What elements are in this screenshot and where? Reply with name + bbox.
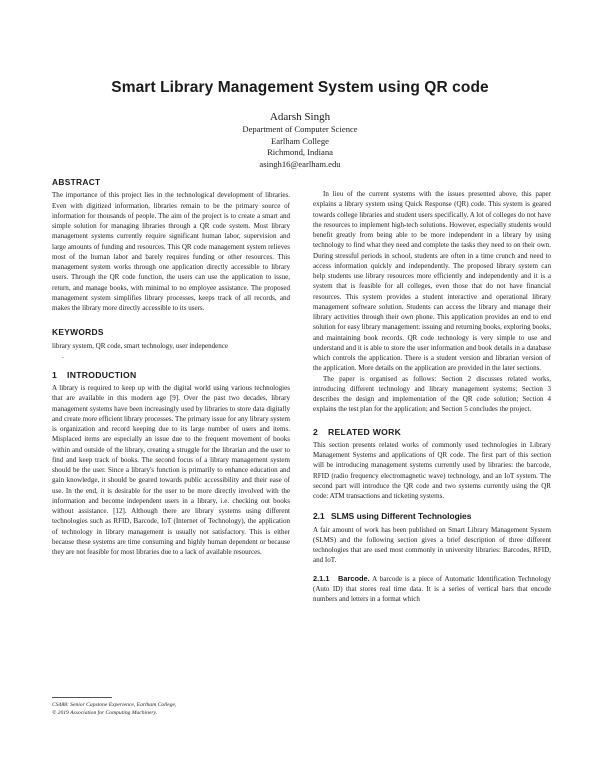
footnote	[52, 702, 290, 717]
abstract-text: The importance of this project lies in the technological development of libraries. Even with digitized information, libraries remain to be the primary source of information for thousands of people. The aim of the project is to create a smart and simple solution for managing libraries through a QR code system. Most library management systems currently require significant human labor, supervision and large amounts of funding and resources. This QR code management system relieves most of the human labor and barely requires funding or other resources. This management system works through one application directly accessible to library users. Through the QR code function, the users can use the application to issue, return, and manage books, with minimal to no employee assistance. The proposed management system simplifies library processes, keeps track of all records, and makes the library more directly accessible to its users.	[52, 191, 290, 312]
left-column	[52, 177, 290, 557]
abstract-heading: ABSTRACT	[52, 177, 101, 187]
keywords-trailing-dot: .	[62, 351, 64, 360]
slms-text: A fair amount of work has been published on Smart Library Management System (SLMS) and the following section gives a brief description of three different technologies that are used most commonly in university libraries: Barcodes, RFID, and IoT.	[313, 525, 551, 565]
keywords-heading: KEYWORDS	[52, 327, 104, 338]
section-number: 1	[52, 369, 58, 380]
section-title: RELATED WORK	[328, 426, 402, 437]
section-heading-related-work	[313, 427, 551, 437]
author-location: Richmond, Indiana	[267, 147, 333, 157]
section-title: INTRODUCTION	[67, 369, 137, 380]
footnote-line-2: © 2019 Association for Computing Machinery.	[52, 709, 158, 716]
keywords-text: library system, QR code, smart technology, user independence	[52, 341, 229, 350]
author-department: Department of Computer Science	[242, 124, 358, 134]
section-number: 2	[313, 426, 319, 437]
introduction-text: A library is required to keep up with the digital world using various technologies that are available in this modern age [9]. Over the past two decades, library management systems have been increasingly used by libraries to store data digitally and create more efficient library processes. The primary issue for any library system is organization and record keeping due to its large number of users and items. Misplaced items are especially an issue due to the frequent movement of books within and outside of the library, creating a struggle for the librarian and the user to find and keep track of books. The second focus of a library management system should be the user. Since a library's function is primarily to enhance education and gain knowledge, it should be geared towards public accessibility and their ease of use. In the end, it is desirable for the user to be more directly involved with the information and become independent users in a library, i.e. checking out books without assistance. [12]. Although there are library systems using different technologies such as RFID, Barcode, IoT (Internet of Technology), the application of technology in library management is usually not satisfactory. This is either because these systems are time consuming and highly human dependent or because they are not feasible for most libraries due to a lack of available resources.	[52, 384, 290, 556]
barcode-paragraph	[313, 574, 551, 605]
author-institution: Earlham College	[271, 135, 329, 146]
right-column	[313, 189, 551, 604]
right-paragraph-2: The paper is organised as follows: Section 2 discusses related works, introducing different technology and library management systems; Section 3 describes the design and implementation of the QR code solution; Section 4 explains the test plan for the application; and Section 5 concludes the project.	[313, 374, 551, 414]
subsection-heading-slms	[313, 511, 551, 521]
author-email: asingh16@earlham.edu	[259, 158, 341, 169]
section-heading-introduction	[52, 370, 290, 380]
subsection-number: 2.1	[313, 511, 325, 522]
subsection-title: SLMS using Different Technologies	[331, 511, 472, 522]
related-work-text: This section presents related works of commonly used technologies in Library Management Systems and applications of QR code. The first part of this section will be introducing management systems currently used by libraries: the barcode, RFID (radio frequency electromagnetic wave) technology, and an IoT system. The second part will introduce the QR code and two systems currently using the QR code: ATM transactions and ticketing systems.	[313, 440, 551, 500]
author-block	[0, 110, 600, 170]
subsubsection-title: Barcode.	[338, 573, 370, 583]
subsubsection-number: 2.1.1	[313, 573, 330, 583]
right-paragraph-1: In lieu of the current systems with the issues presented above, this paper explains a library system using Quick Response (QR) code. This system is geared towards college libraries and student users specifically. A lot of colleges do not have the resources to implement high-tech solutions. However, especially students would benefit greatly from being able to be more independent in a library by using technology to find what they need and complete the tasks they need to on their own. During stressful periods in school, students are often in a time crunch and need to access information quickly and independently. The proposed library system can help students use library resources more efficiently and independently and it is a system that is feasible for all colleges, even those that do not have financial resources. This system provides a student interactive and operational library management software solution. Students can access the library and manage their library activities through their own phone. This application provides an end to end solution for easy library management: issuing and returning books, exploring books, and maintaining book records. QR code technology is very simple to use and understand and it is able to store the user information and book details in a database which controls the application. There is a student version and librarian version of the application. More details on the application are provided in the later sections.	[313, 190, 551, 373]
footnote-rule	[52, 697, 112, 698]
paper-title: Smart Library Management System using QR code	[111, 79, 489, 96]
footnote-line-1: CS488: Senior Capstone Experience, Earlham College,	[52, 702, 177, 708]
author-name: Adarsh Singh	[269, 111, 331, 123]
barcode-text: A barcode is a piece of Automatic Identification Technology (Auto ID) that stores real time data. It is a series of vertical bars that encode numbers and letters in a format which	[313, 574, 551, 603]
